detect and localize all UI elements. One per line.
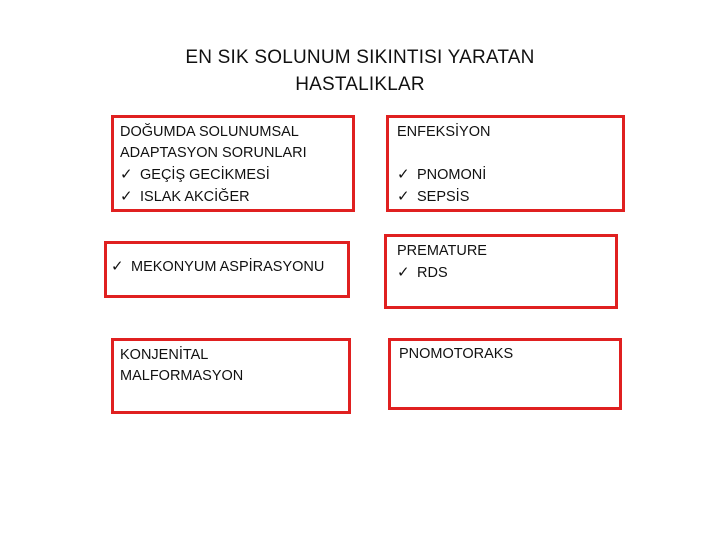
- list-item-label: PNOMONİ: [417, 167, 487, 183]
- box-heading: ADAPTASYON SORUNLARI: [120, 145, 307, 161]
- checkmark-icon: ✓: [397, 264, 410, 281]
- list-item-label: GEÇİŞ GECİKMESİ: [140, 167, 270, 183]
- checkmark-icon: ✓: [397, 188, 410, 205]
- box-infection: [386, 115, 625, 212]
- box-respiratory-adaptation: [111, 115, 355, 212]
- box-heading: DOĞUMDA SOLUNUMSAL: [120, 124, 299, 140]
- list-item: [120, 186, 346, 208]
- list-item: [111, 256, 341, 278]
- list-item-label: RDS: [417, 265, 448, 281]
- slide-title: [130, 44, 590, 98]
- box-heading: KONJENİTAL: [120, 347, 209, 363]
- list-item: [397, 164, 616, 186]
- box-meconium: [104, 241, 350, 298]
- list-item: [120, 164, 346, 186]
- box-heading: PNOMOTORAKS: [399, 346, 514, 362]
- list-item-label: SEPSİS: [417, 189, 470, 205]
- checkmark-icon: ✓: [120, 166, 133, 183]
- box-premature: [384, 234, 618, 309]
- slide-title-line-2: HASTALIKLAR: [295, 74, 425, 95]
- list-item-label: ISLAK AKCİĞER: [140, 189, 250, 205]
- list-item: [397, 186, 616, 208]
- checkmark-icon: ✓: [397, 166, 410, 183]
- list-item: [397, 262, 609, 284]
- box-heading: PREMATURE: [397, 243, 487, 259]
- checkmark-icon: ✓: [111, 258, 124, 275]
- checkmark-icon: ✓: [120, 188, 133, 205]
- list-item-label: MEKONYUM ASPİRASYONU: [131, 259, 325, 275]
- box-pneumothorax: [388, 338, 622, 410]
- slide-title-line-1: EN SIK SOLUNUM SIKINTISI YARATAN: [185, 47, 535, 68]
- box-heading: ENFEKSİYON: [397, 124, 491, 140]
- box-congenital-malformation: [111, 338, 351, 414]
- box-heading: MALFORMASYON: [120, 368, 244, 384]
